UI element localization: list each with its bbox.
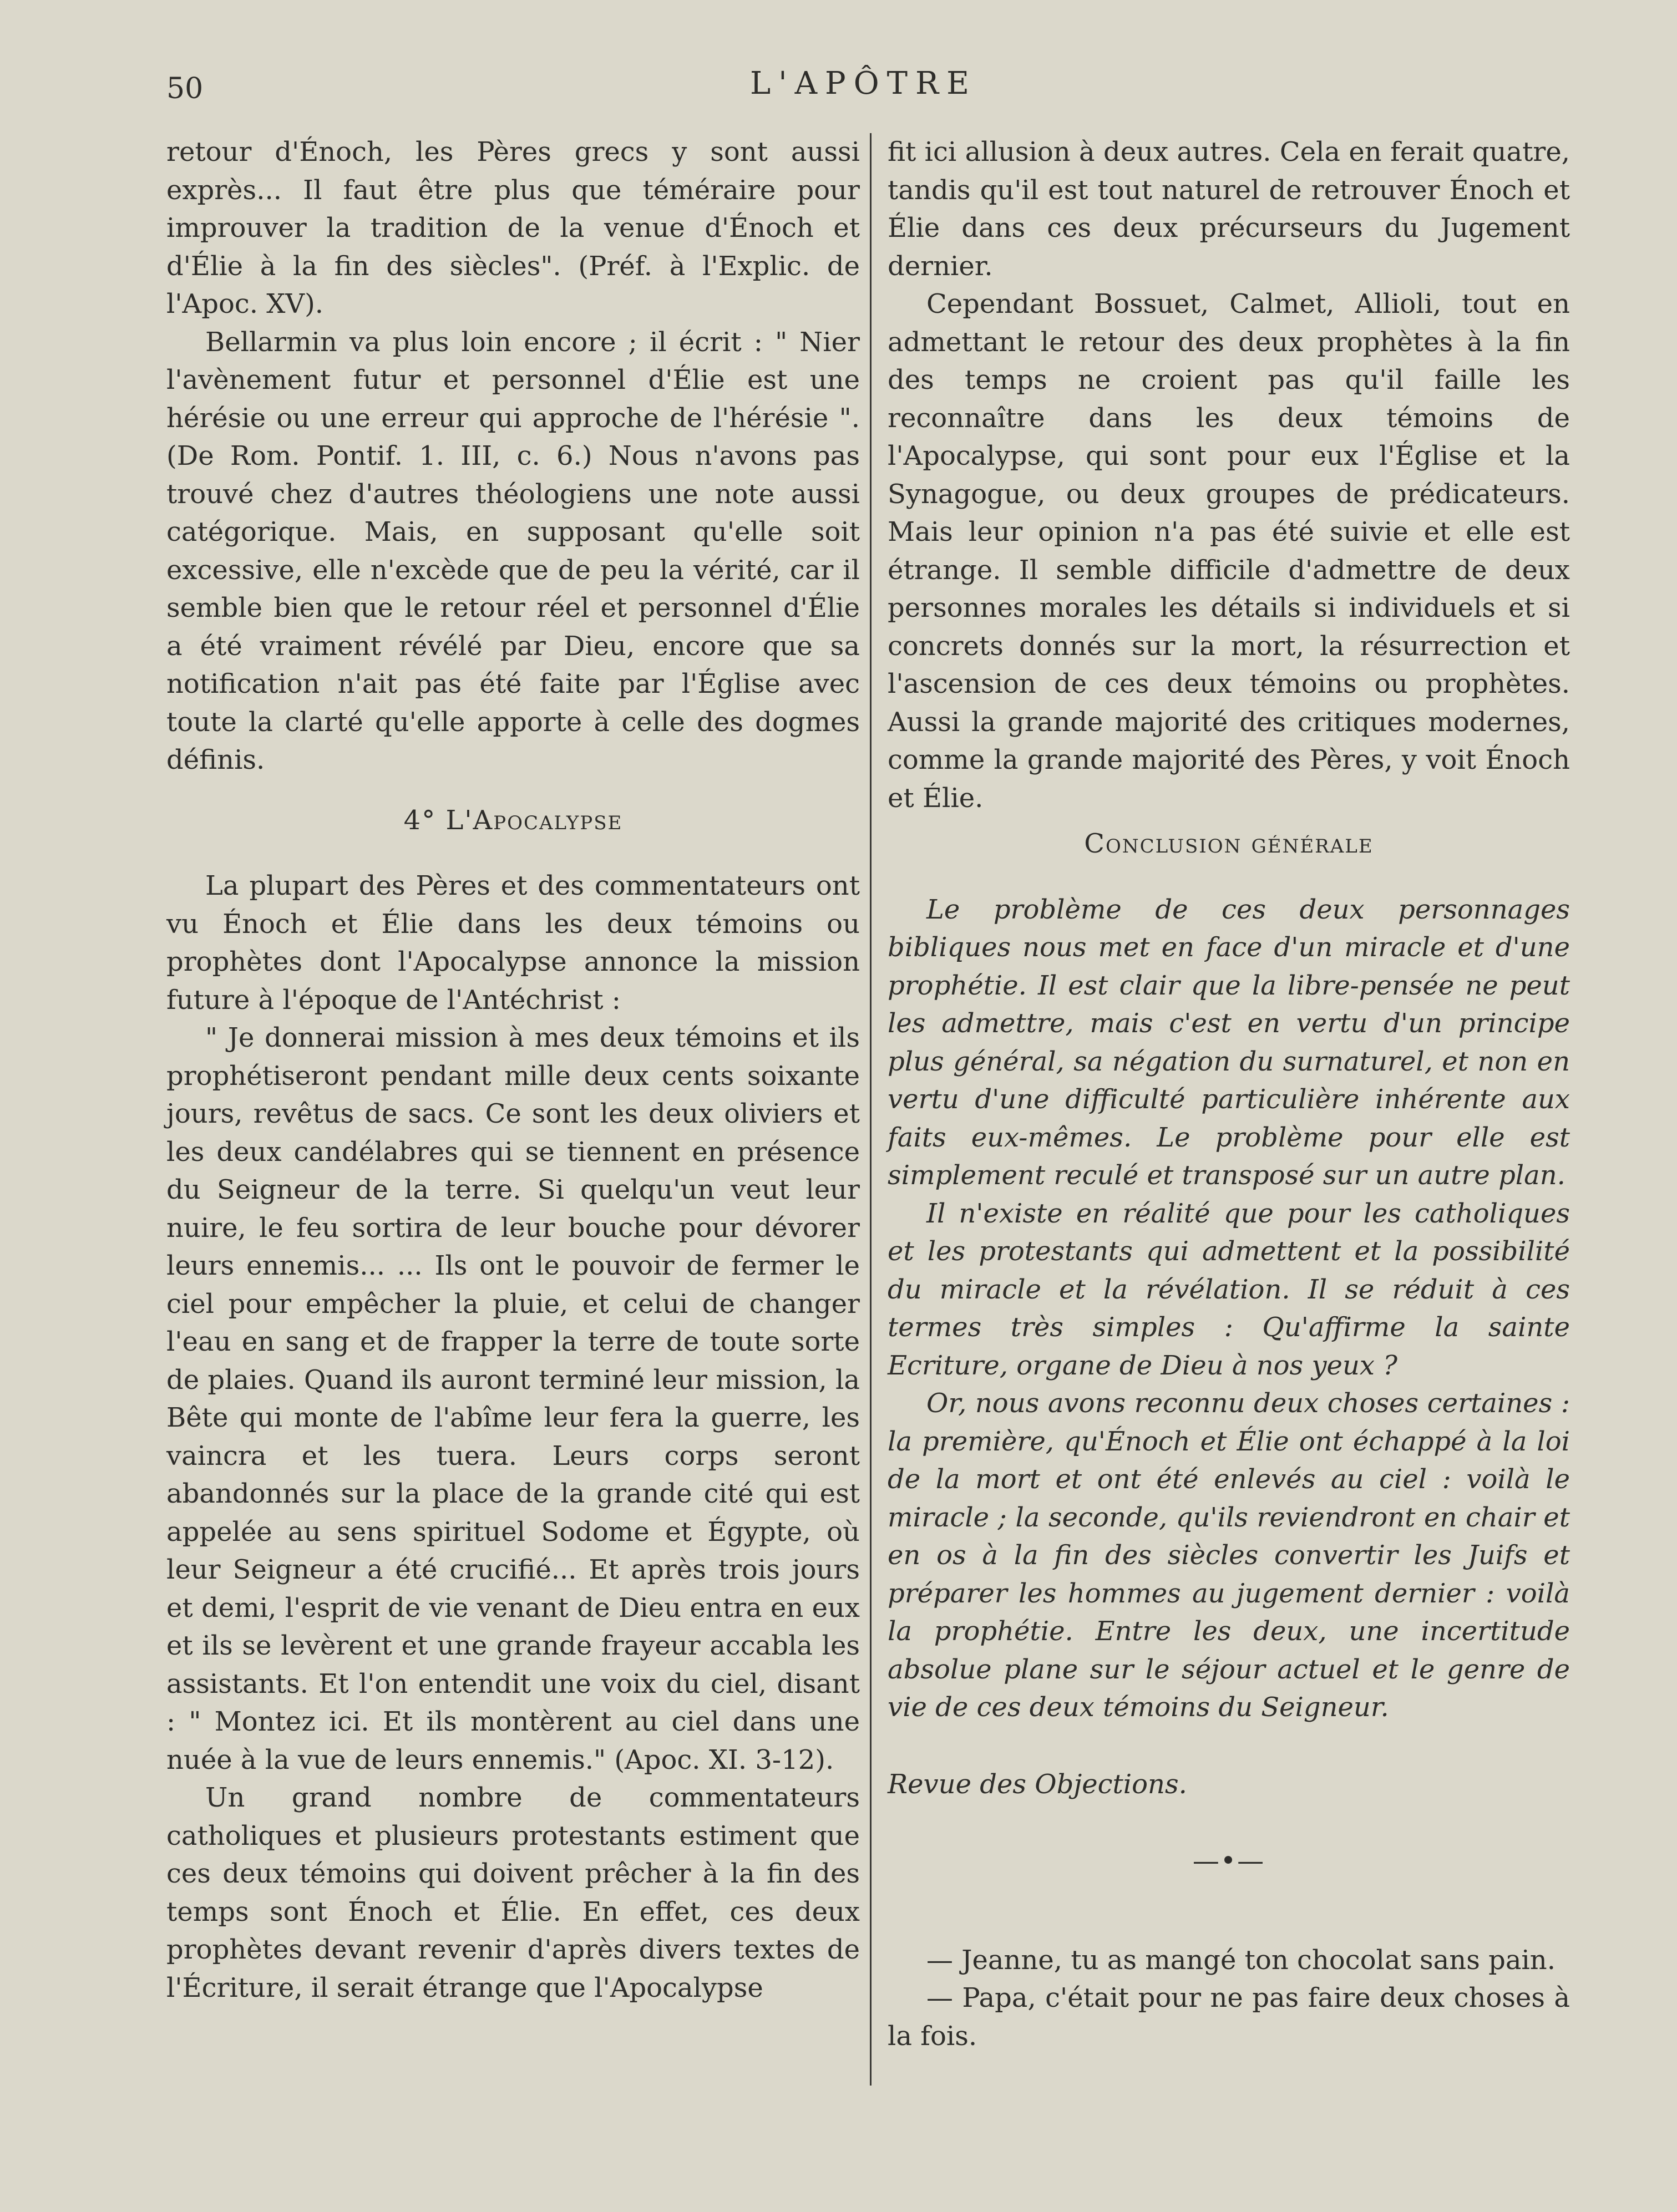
objections-note: Revue des Objections.	[888, 1768, 1187, 1800]
paragraph: Bellarmin va plus loin encore ; il écrit : " Nier l'avènement futur et personnel d'Élie est une hérésie ou une erreur qui approche de l'hérésie ". (De Rom. Pontif. 1. III, c. 6.) Nous n'avons pas trouvé chez d'autres théologiens une note aussi catégorique. Mais, en supposant qu'elle soit excessive, elle n'excède que de peu la vérité, car il semble bien que le retour réel et personnel d'Élie a été vraiment révélé par Dieu, encore que sa notification n'ait pas été faite par l'Église avec toute la clarté qu'elle apporte à celle des dogmes définis.	[166, 326, 860, 775]
separator-ornament: —•—	[1192, 1845, 1265, 1876]
left-column	[166, 133, 860, 2007]
section-heading: 4° L'Apocalypse	[403, 804, 623, 836]
paragraph: La plupart des Pères et des commentateurs ont vu Énoch et Élie dans les deux témoins ou prophètes dont l'Apocalypse annonce la mission future à l'époque de l'Antéchrist :	[166, 870, 860, 1016]
conclusion-paragraph: Or, nous avons reconnu deux choses certaines : la première, qu'Énoch et Élie ont échappé à la loi de la mort et ont été enlevés au ciel : voilà le miracle ; la seconde, qu'ils reviendront en chair et en os à la fin des siècles convertir les Juifs et préparer les hommes au jugement dernier : voilà la prophétie. Entre les deux, une incertitude absolue plane sur le séjour actuel et le genre de vie de ces deux témoins du Seigneur.	[888, 1388, 1570, 1723]
conclusion-paragraph: Il n'existe en réalité que pour les catholiques et les protestants qui admettent et la possibilité du miracle et la révélation. Il se réduit à ces termes très simples : Qu'affirme la sainte Ecriture, organe de Dieu à nos yeux ?	[888, 1198, 1570, 1381]
quotation: " Je donnerai mission à mes deux témoins et ils prophétiseront pendant mille deux cents soixante jours, revêtus de sacs. Ce sont les deux oliviers et les deux candélabres qui se tiennent en présence du Seigneur de la terre. Si quelqu'un veut leur nuire, le feu sortira de leur bouche pour dévorer leurs ennemis... ... Ils ont le pouvoir de fermer le ciel pour empêcher la pluie, et celui de changer l'eau en sang et de frapper la terre de toute sorte de plaies. Quand ils auront terminé leur mission, la Bête qui monte de l'abîme leur fera la guerre, les vaincra et les tuera. Leurs corps seront abandonnés sur la place de la grande cité qui est appelée au sens spirituel Sodome et Égypte, où leur Seigneur a été crucifié... Et après trois jours et demi, l'esprit de vie venant de Dieu entra en eux et ils se levèrent et une grande frayeur accabla les assistants. Et l'on entendit une voix du ciel, disant : " Montez ici. Et ils montèrent au ciel dans une nuée à la vue de leurs ennemis." (Apoc. XI. 3-12).	[166, 1022, 860, 1775]
conclusion-paragraph: Le problème de ces deux personnages bibliques nous met en face d'un miracle et d'une prophétie. Il est clair que la libre-pensée ne peut les admettre, mais c'est en vertu d'un principe plus général, sa négation du surnaturel, et non en vertu d'une difficulté particulière inhérente aux faits eux-mêmes. Le problème pour elle est simplement reculé et transposé sur un autre plan.	[888, 894, 1570, 1191]
right-column	[888, 133, 1570, 2055]
section-heading: Conclusion générale	[1084, 828, 1374, 859]
paragraph: Un grand nombre de commentateurs catholiques et plusieurs protestants estiment que ces deux témoins qui doivent prêcher à la fin des temps sont Énoch et Élie. En effet, ces deux prophètes devant revenir d'après divers textes de l'Écriture, il serait étrange que l'Apocalypse	[166, 1782, 860, 2003]
column-divider	[870, 133, 872, 2086]
paragraph: Cependant Bossuet, Calmet, Allioli, tout en admettant le retour des deux prophètes à la fin des temps ne croient pas qu'il faille les reconnaître dans les deux témoins de l'Apocalypse, qui sont pour eux l'Église et la Synagogue, ou deux groupes de prédicateurs. Mais leur opinion n'a pas été suivie et elle est étrange. Il semble difficile d'admettre de deux personnes morales les détails si individuels et si concrets donnés sur la mort, la résurrection et l'ascension de ces deux témoins ou prophètes. Aussi la grande majorité des critiques modernes, comme la grande majorité des Pères, y voit Énoch et Élie.	[888, 288, 1570, 814]
dialogue-line: — Jeanne, tu as mangé ton chocolat sans pain.	[926, 1944, 1556, 1976]
dialogue-line: — Papa, c'était pour ne pas faire deux choses à la fois.	[888, 1982, 1570, 2052]
running-title: L'APÔTRE	[750, 65, 977, 102]
page-number: 50	[166, 72, 204, 105]
paragraph: retour d'Énoch, les Pères grecs y sont aussi exprès... Il faut être plus que téméraire pour improuver la tradition de la venue d'Énoch et d'Élie à la fin des siècles". (Préf. à l'Explic. de l'Apoc. XV).	[166, 136, 860, 319]
paragraph: fit ici allusion à deux autres. Cela en ferait quatre, tandis qu'il est tout naturel de retrouver Énoch et Élie dans ces deux précurseurs du Jugement dernier.	[888, 136, 1570, 282]
